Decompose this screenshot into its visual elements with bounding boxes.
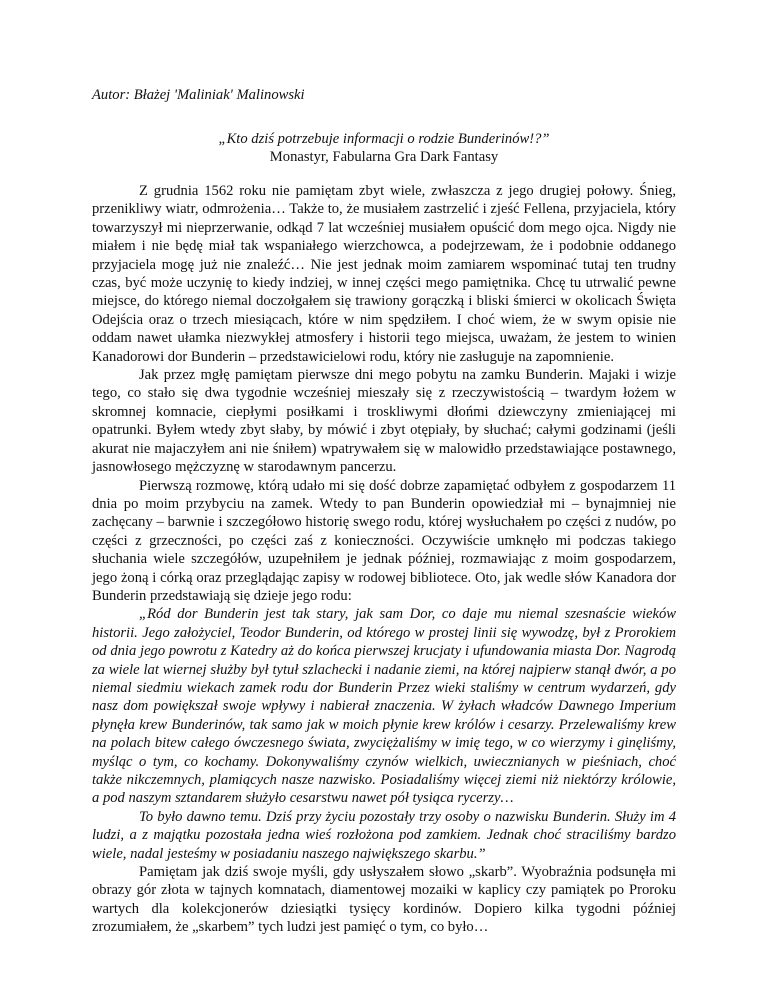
paragraph: Pierwszą rozmowę, którą udało mi się dość dobrze zapamiętać odbyłem z gospodarzem 11 dnia po moim przybyciu na zamek. Wtedy to pan Bunderin opowiedział mi – bynajmniej nie zachęcany – barwnie i szczegółowo historię swego rodu, której wysłuchałem po części z nudów, po części z grzeczności, po części zaś z konieczności. Oczywiście umknęło mi podczas takiego słuchania wiele szczegółów, uzupełniłem je jednak później, rozmawiając z moim gospodarzem, jego żoną i córką oraz przeglądając zapisy w rodowej bibliotece. Oto, jak wedle słów Kanadora dor Bunderin przedstawiają się dzieje jego rodu: [92,477,676,604]
source-line: Monastyr, Fabularna Gra Dark Fantasy [269,149,499,166]
paragraph: Jak przez mgłę pamiętam pierwsze dni mego pobytu na zamku Bunderin. Majaki i wizje tego, co stało się dwa tygodnie wcześniej mieszały się z rzeczywistością – twardym łożem w skromnej komnacie, ciepłymi posiłkami i troskliwymi dłońmi dziewczyny zmieniającej mi opatrunki. Byłem wtedy zbyt słaby, by mówić i zbyt otępiały, by słuchać; całymi godzinami (jeśli akurat nie majaczyłem ani nie śniłem) wpatrywałem się w malowidło przedstawiające postawnego, jasnowłosego mężczyznę w starodawnym pancerzu. [92,367,676,476]
quoted-paragraph: „Ród dor Bunderin jest tak stary, jak sam Dor, co daje mu niemal szesnaście wieków historii. Jego założyciel, Teodor Bunderin, od którego w prostej linii się wywodzę, był z Prorokiem od dnia jego powrotu z Katedry aż do końca pierwszej krucjaty i ufundowania miasta Dor. Nagrodą za wiele lat wiernej służby był tytuł szlachecki i nadanie ziemi, na której najpierw stanął dwór, a po niemal siedmiu wiekach zamek rodu dor Bunderin Przez wieki staliśmy w centrum wydarzeń, gdy nasz dom powiększał swoje wpływy i nabierał znaczenia. W żyłach władców Dawnego Imperium płynęła krew Bunderinów, tak samo jak w moich płynie krew królów i cesarzy. Przelewaliśmy krew na polach bitew całego ówczesnego świata, zwyciężaliśmy w imię tego, w co wierzymy i ginęliśmy, myśląc o tym, co kochamy. Dokonywaliśmy czynów wielkich, uwiecznianych w pieśniach, choć także nikczemnych, plamiących nasze nazwisko. Posiadaliśmy więcej ziemi niż niektórzy królowie, a pod naszym sztandarem służyło cesarstwu nawet pół tysiąca rycerzy… [92,606,676,807]
quoted-paragraph: To było dawno temu. Dziś przy życiu pozostały trzy osoby o nazwisku Bunderin. Służy im 4 ludzi, a z majątku pozostała jedna wieś rozłożona pod zamkiem. Jednak choć straciliśmy bardzo wiele, nadal jesteśmy w posiadaniu naszego największego skarbu.” [92,808,676,862]
author-line: Autor: Błażej 'Maliniak' Malinowski [92,87,305,103]
paragraph: Pamiętam jak dziś swoje myśli, gdy usłyszałem słowo „skarb”. Wyobraźnia podsunęła mi obrazy gór złota w tajnych komnatach, diamentowej mozaiki w kaplicy czy pamiątek po Proroku wartych dla kolekcjonerów dziesiątki tysięcy kordinów. Dopiero kilka tygodni później zrozumiałem, że „skarbem” tych ludzi jest pamięć o tym, co było… [92,864,676,936]
paragraph: Z grudnia 1562 roku nie pamiętam zbyt wiele, zwłaszcza z jego drugiej połowy. Śnieg, przenikliwy wiatr, odmrożenia… Także to, że musiałem zastrzelić i zjeść Fellena, przyjaciela, który towarzyszył mi nieprzerwanie, odkąd 7 lat wcześniej musiałem opuścić dom mego ojca. Nigdy nie miałem i nie będę miał tak wspaniałego wierzchowca, a podejrzewam, że i podobnie oddanego przyjaciela mogę już nie znaleźć… Nie jest jednak moim zamiarem wspominać tutaj ten trudny czas, być może uczynię to kiedy indziej, w innej części mego pamiętnika. Chcę tu utrwalić pewne miejsce, do którego niemal doczołgałem się trawiony gorączką i bliski śmierci w okolicach Święta Odejścia oraz o trzech miesiącach, które w nim spędziłem. I choć wiem, że w swym opisie nie oddam nawet ułamka niezwykłej atmosfery i historii tego miejsca, uważam, że jestem to winien Kanadorowi dor Bunderin – przedstawicielowi rodu, który nie zasługuje na zapomnienie. [92,183,676,365]
quote-title: „Kto dziś potrzebuje informacji o rodzie Bunderinów!?” [218,131,550,147]
body-text [92,182,676,937]
title-block [92,130,676,167]
